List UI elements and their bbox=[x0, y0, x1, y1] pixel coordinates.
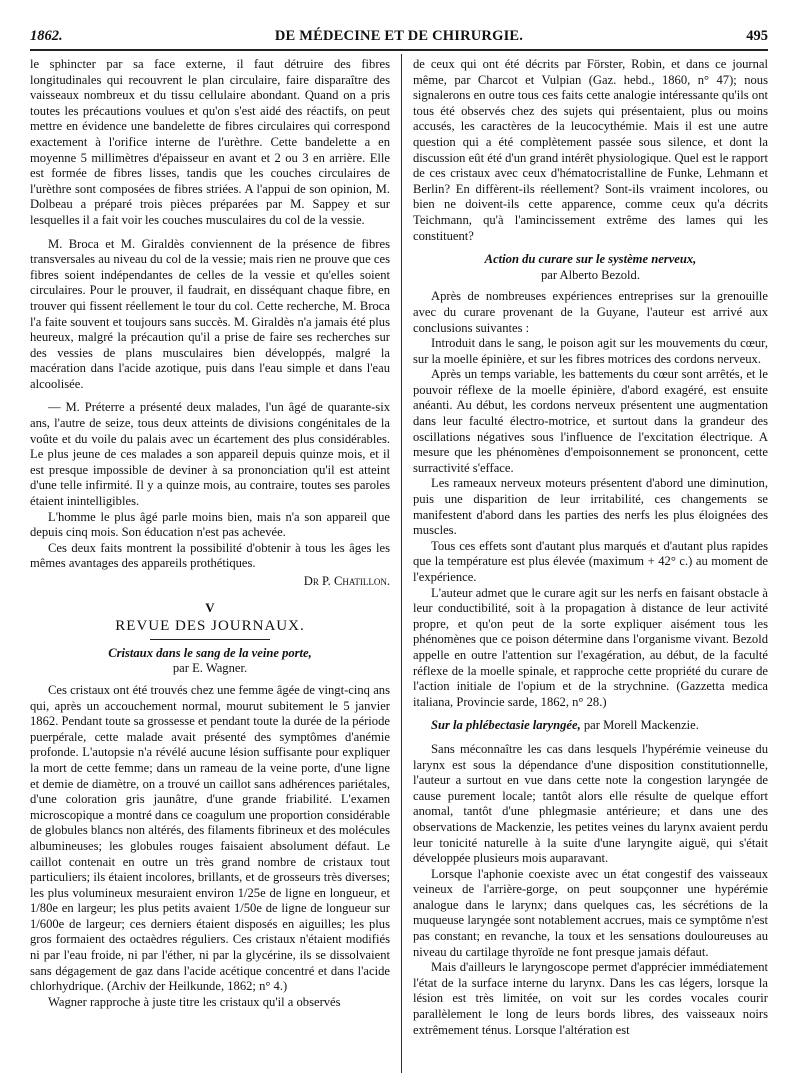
paragraph: Les rameaux nerveux moteurs présentent d'abord une diminution, puis une disparition de leur irritabilité, ces changements se manifestent d'abord dans les parties des nerfs les plus éloignées des muscles. bbox=[413, 476, 768, 538]
header-rule bbox=[30, 49, 768, 51]
paragraph: Wagner rapproche à juste titre les cristaux qu'il a observés bbox=[48, 994, 341, 1009]
paragraph: M. Broca et M. Giraldès conviennent de la présence de fibres transversales au niveau du col de la vessie; mais rien ne prouve que ces fibres soient indépendantes de celles de la vessie et qu'elles soient circulaires. Pour le prouver, il faudrait, en disséquant chaque fibre, en trouver qui fissent réellement le tour du col. Cette recherche, M. Broca l'a faite souvent et toujours sans succès. M. Giraldès n'a jamais été plus heureux, malgré la précaution qu'il a prise de faire ses recherches sur des vessies de plans musculaires bien développés, malgré la macération dans l'acide azotique, puis dans l'eau simple et dans l'eau alcoolisée. bbox=[30, 236, 390, 391]
paragraph: L'homme le plus âgé parle moins bien, mais n'a son appareil que depuis cinq mois. Son éducation n'est pas achevée. bbox=[30, 509, 390, 540]
page-number: 495 bbox=[746, 28, 768, 44]
header-title: DE MÉDECINE ET DE CHIRURGIE. bbox=[274, 28, 524, 44]
column-divider bbox=[401, 54, 402, 1073]
signature: Dr P. Chatillon. bbox=[303, 574, 390, 588]
article-title: Action du curare sur le système nerveux, bbox=[484, 252, 697, 267]
paragraph: le sphincter par sa face externe, il faut détruire des fibres longitudinales qui recouvrent le plan circulaire, faire disparaître des vaisseaux nombreux et du tissu cellulaire abondant. Quand on a pris toutes les précautions voulues et qu'on s'est aidé des réactifs, on peut mettre en évidence une bandelette de fibres circulaires qui correspond exactement à l'orifice interne de l'urèthre. Cette bandelette a en moyenne 5 millimètres d'épaisseur en avant et 2 ou 3 en arrière. Elle est formée de fibres lisses, tandis que les couches circulaires de l'urèthre sont composées de fibres striées. A l'appui de son opinion, M. Dolbeau a préparé trois pièces préparées par M. Sappey et sur lesquelles il a fait voir les couches musculaires du col de la vessie. bbox=[30, 57, 390, 227]
paragraph: Tous ces effets sont d'autant plus marqués et d'autant plus rapides que la température est plus élevée (maximum + 42° c.) au moment de l'expérience. bbox=[413, 538, 768, 584]
paragraph: L'auteur admet que le curare agit sur les nerfs en faisant obstacle à leur conductibilité, soit à la propagation à distance de leur activité propre, et qu'on peut de la sorte expliquer aisément tous les phénomènes que ce poison détermine dans l'organisme vivant. Bezold appelle en outre l'attention sur l'exagération, au début, de la faculté réflexe de la moelle spinale, et rapproche cette propriété du curare de l'action initiale de l'opium et de la strychnine. (Gazzetta medica italiana, Provincie sarde, 1862, n° 28.) bbox=[413, 585, 768, 709]
section-title-rule bbox=[150, 639, 270, 640]
paragraph: Après de nombreuses expériences entreprises sur la grenouille avec du curare provenant de la Guyane, l'auteur est arrivé aux conclusions suivantes : bbox=[413, 289, 768, 335]
article-title: Sur la phlébectasie laryngée, bbox=[431, 718, 581, 733]
paragraph: de ceux qui ont été décrits par Förster, Robin, et dans ce journal même, par Charcot et Vulpian (Gaz. hebd., 1860, n° 47); nous signalerons en outre tous ces faits cette analogie intéressante qu'ils ont tous été observés chez des sujets qui présentaient, plus ou moins accusés, les caractères de la leucocythémie. Mais il est une autre question qui a été complètement passée sous silence, et dont la discussion eût été d'un grand intérêt physiologique. Quel est le rapport de ces cristaux avec ceux d'hématocristalline de Funke, Lehmann et Berlin? En diffèrent-ils réellement? Sont-ils vraiment incolores, ou bien ne doivent-ils cette apparence, comme ceux qu'a décrits Teichmann, qu'à l'amincissement extrême des lames qui les constituent? bbox=[413, 57, 768, 243]
paragraph: Mais d'ailleurs le laryngoscope permet d'apprécier immédiatement l'état de la surface interne du larynx. Dans les cas légers, lorsque la lésion est très limitée, on voit sur les cordes vocales courir parallèlement le long de leurs bords libres, des vaisseaux noirs extrêmement ténus. Lorsque l'altération est bbox=[413, 960, 768, 1037]
article-author: par Morell Mackenzie. bbox=[580, 718, 699, 733]
page-header bbox=[30, 28, 768, 50]
article-title: Cristaux dans le sang de la veine porte, bbox=[108, 645, 312, 660]
paragraph: Introduit dans le sang, le poison agit sur les mouvements du cœur, sur la moelle épinière, et sur les fibres motrices des cordons nerveux. bbox=[413, 336, 768, 366]
article-author: par Alberto Bezold. bbox=[541, 267, 640, 282]
paragraph: Lorsque l'aphonie coexiste avec un état congestif des vaisseaux veineux de l'arrière-gorge, on peut soupçonner une hypérémie analogue dans le larynx; dans quelques cas, les sécrétions de la muqueuse laryngée sont notablement accrues, mais ce symptôme n'est pas constant; en revanche, la toux et les sensations douloureuses au niveau du cartilage thyroïde ne font presque jamais défaut. bbox=[413, 866, 768, 959]
article-author: par E. Wagner. bbox=[172, 661, 248, 676]
paragraph: — M. Préterre a présenté deux malades, l'un âgé de quarante-six ans, l'autre de seize, tous deux atteints de divisions congénitales de la voûte et du voile du palais avec un écartement des plus considérables. Le plus jeune de ces malades a son appareil depuis quinze mois, et il est presque impossible de deviner à sa prononciation qu'il est atteint d'une telle infirmité. Il y a quinze mois, au contraire, toutes ses paroles étaient inintelligibles. bbox=[30, 400, 390, 509]
right-column bbox=[413, 57, 768, 1038]
section-number: V bbox=[205, 599, 215, 615]
paragraph: Ces deux faits montrent la possibilité d'obtenir à tous les âges les mêmes avantages des appareils prothétiques. bbox=[30, 540, 390, 571]
paragraph: Ces cristaux ont été trouvés chez une femme âgée de vingt-cinq ans qui, après un accouchement normal, mourut subitement le 5 janvier 1862. Pendant toute sa grossesse et pendant toute la durée de la période puerpérale, cette malade avait présenté des symptômes d'anémie profonde. L'autopsie n'a révélé aucune lésion suffisante pour expliquer la mort de cette femme; dans un rameau de la veine porte, d'une ligne et demie de diamètre, on a trouvé un caillot sans adhérences pariétales, d'une coloration gris jaunâtre, d'une grande friabilité. L'examen microscopique a montré dans ce coagulum une proportion considérable de globules blancs non altérés, des filaments fibrineux et des molécules albumineuses; les globules rouges faisaient absolument défaut. Le caillot contenait en outre un très grand nombre de cristaux tout particuliers; ils étaient incolores, brillants, et de grosseurs très diverses; les plus volumineux mesuraient environ 1/25e de ligne en longueur, et 1/80e en largeur; les plus petits avaient 1/50e de ligne de longueur sur 1/600e de largeur; ces derniers étaient disposés en aiguilles; les plus gros formaient des octaèdres réguliers. Ces cristaux n'étaient modifiés ni par l'eau froide, ni par l'éther, ni par la glycérine, ils se dissolvaient sans dégagement de gaz dans l'acide acétique concentré et dans l'acide chlorhydrique. (Archiv der Heilkunde, 1862; n° 4.) bbox=[30, 682, 390, 994]
paragraph: Sans méconnaître les cas dans lesquels l'hypérémie veineuse du larynx est sous la dépendance d'une disposition constitutionnelle, l'auteur a surtout en vue dans cette note la congestion laryngée de cause purement locale; tantôt alors elle résulte de quelque effort anomal, tantôt d'une phlegmasie antérieure; et dans une des observations de Mackenzie, les petites veines du larynx avaient perdu leur tonicité naturelle à la suite d'une laryngite aiguë, qui s'était développée plusieurs mois auparavant. bbox=[413, 741, 768, 866]
section-title: REVUE DES JOURNAUX. bbox=[115, 618, 305, 635]
article-heading bbox=[413, 718, 768, 734]
left-column bbox=[30, 57, 390, 1010]
paragraph: Après un temps variable, les battements du cœur sont arrêtés, et le pouvoir réflexe de la moelle épinière, d'abord exagéré, est ensuite anéanti. Au début, les cordons nerveux présentent une augmentation dans leur faculté électro-motrice, et surtout dans la grandeur des oscillations négatives sous l'influence de l'excitation électrique. A mesure que les phénomènes d'empoisonnement se prononcent, cette surractivité s'efface. bbox=[413, 367, 768, 475]
header-year: 1862. bbox=[30, 28, 63, 44]
